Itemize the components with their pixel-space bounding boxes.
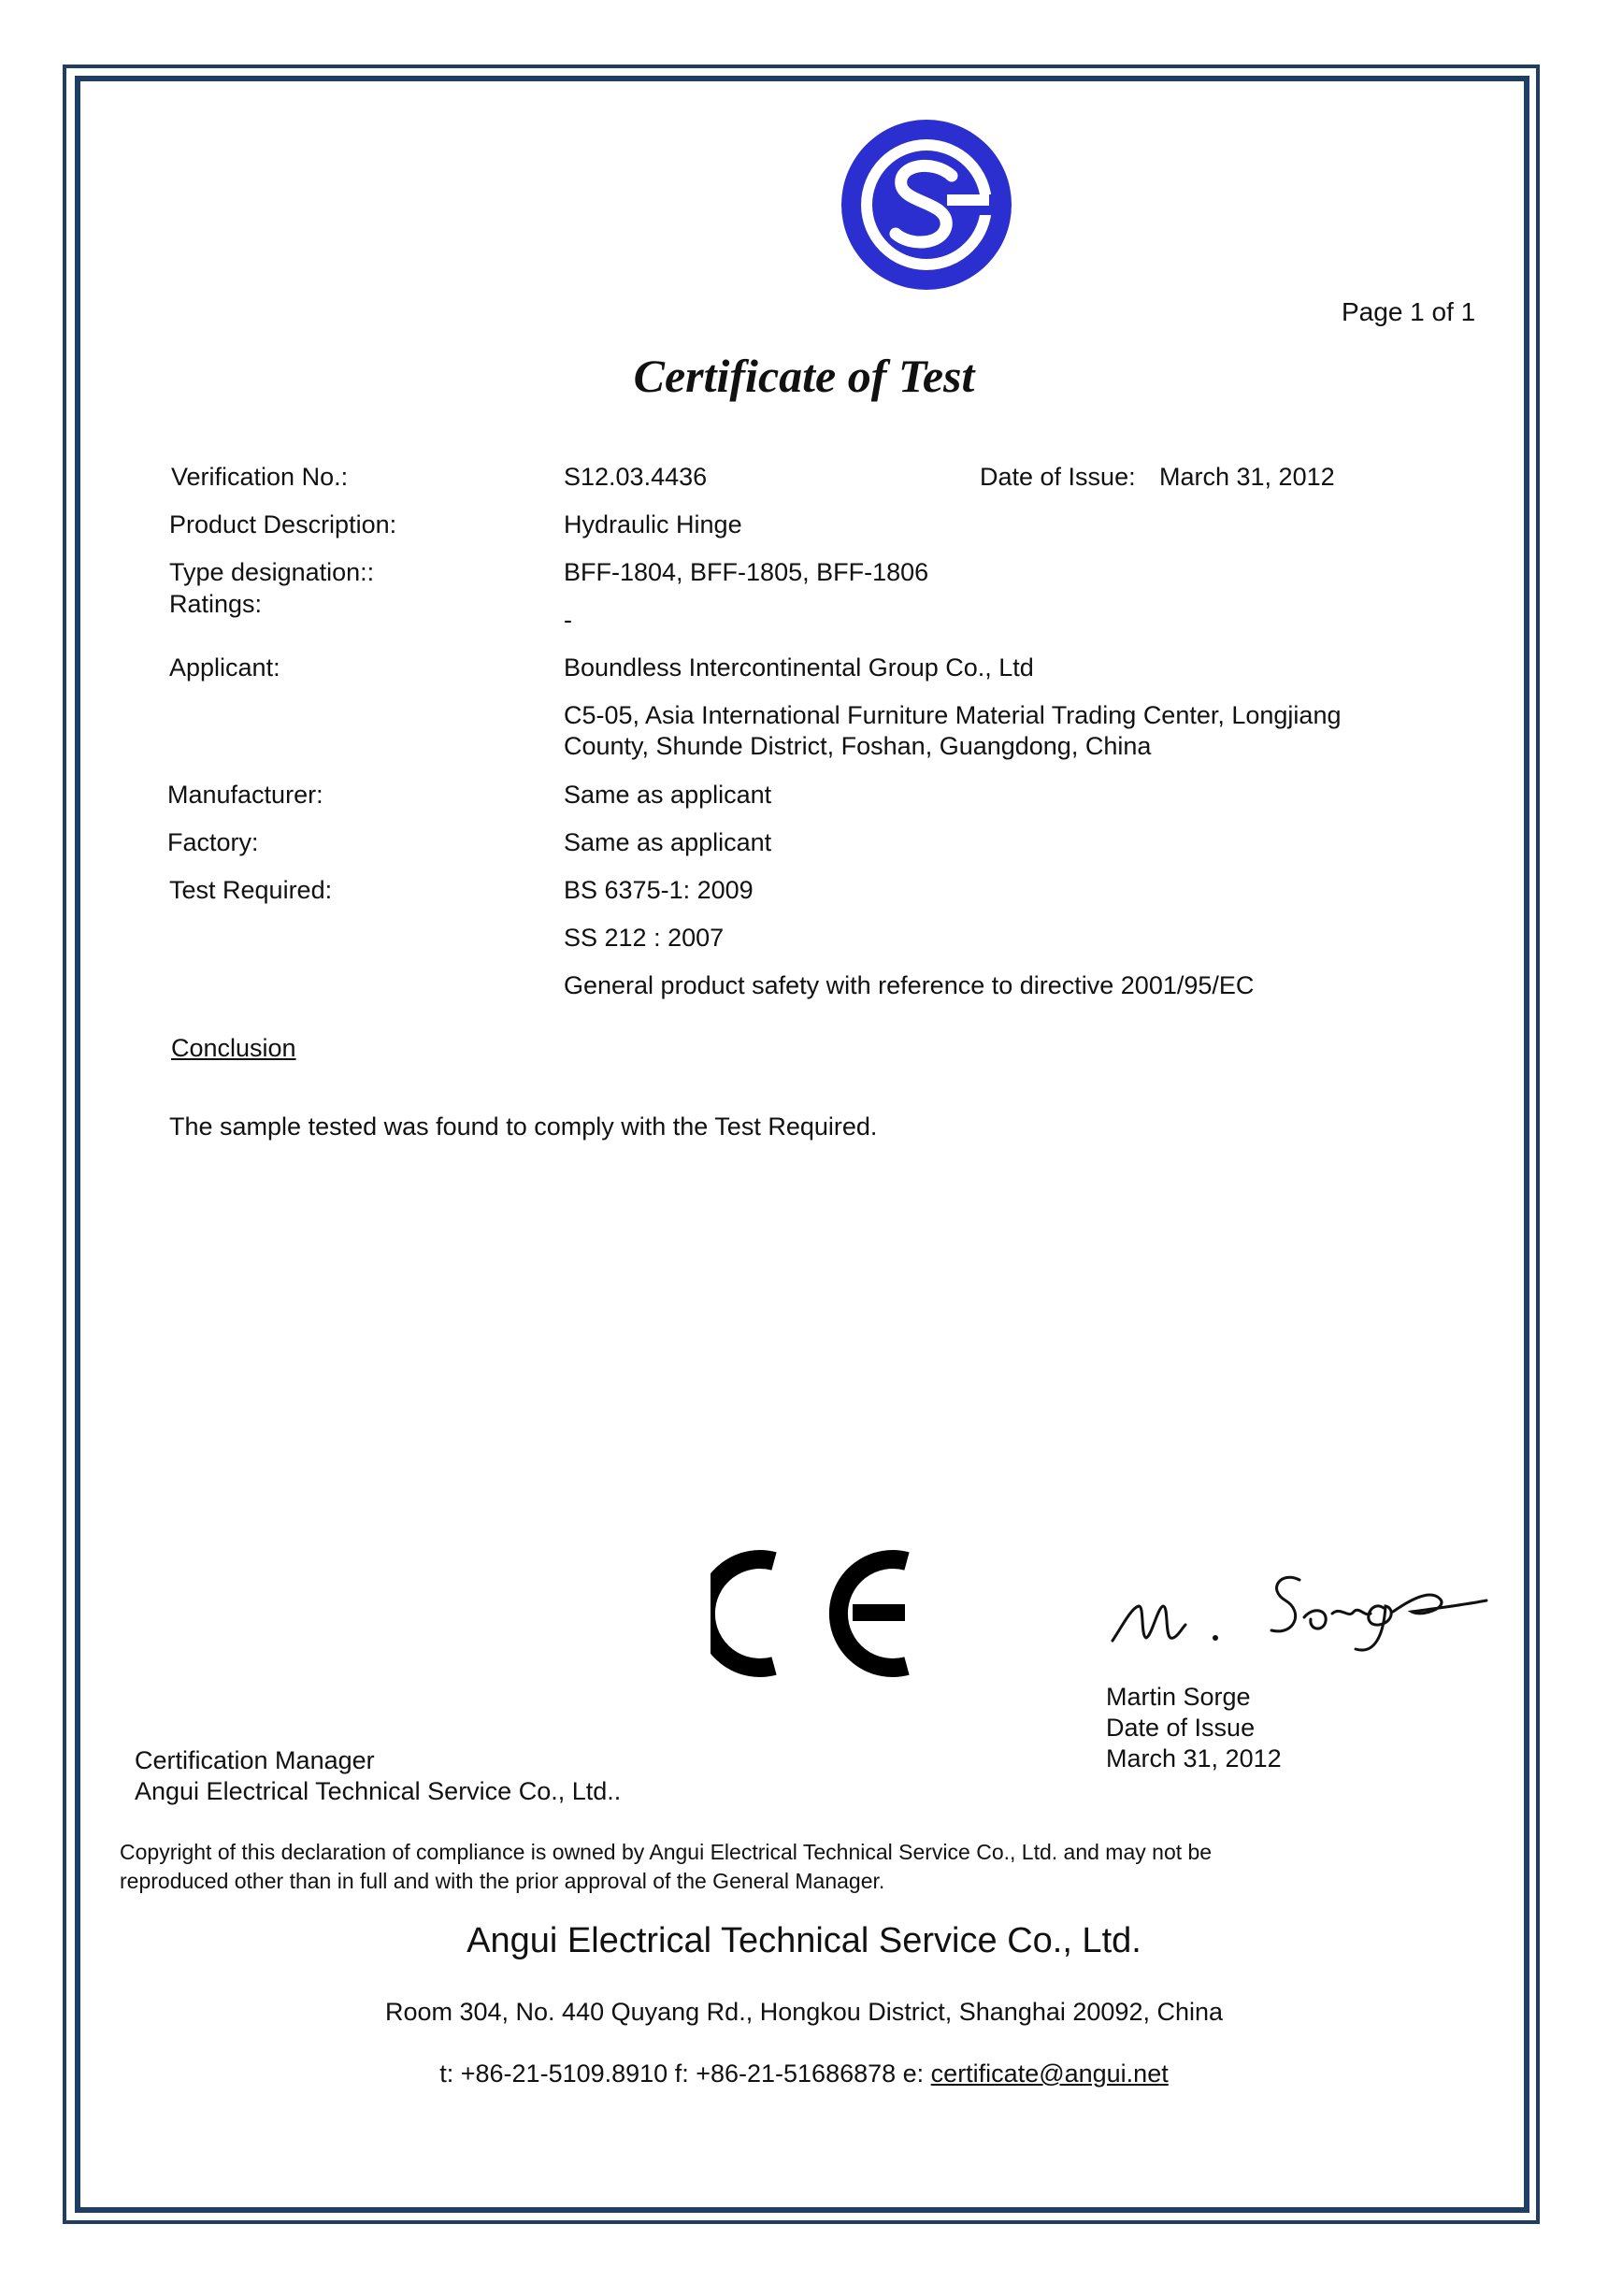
company-logo-icon [840,118,1013,292]
applicant-address-line-1: C5-05, Asia International Furniture Material Trading Center, Longjiang [564,701,1342,729]
test-item: BS 6375-1: 2009 [564,876,754,904]
test-item: General product safety with reference to directive 2001/95/EC [564,971,1255,999]
manager-title: Certification Manager [135,1746,375,1774]
applicant-value: Boundless Intercontinental Group Co., Ltd [564,653,1034,682]
signatory-date: March 31, 2012 [1106,1744,1282,1772]
manufacturer-value: Same as applicant [564,781,772,809]
date-issue-label: Date of Issue: [980,463,1136,491]
page-number: Page 1 of 1 [1342,297,1476,326]
product-value: Hydraulic Hinge [564,510,742,538]
ratings-label: Ratings: [169,590,263,618]
product-label: Product Description: [169,510,397,538]
footer-contact [0,2059,1608,2088]
test-required-label: Test Required: [169,876,333,904]
type-value: BFF-1804, BFF-1805, BFF-1806 [564,558,929,586]
copyright-notice [120,1838,1429,1896]
ce-mark-icon [711,1543,916,1683]
certificate-title: Certificate of Test [633,350,975,402]
signatory-date-label: Date of Issue [1106,1714,1256,1742]
factory-label: Factory: [167,828,259,856]
conclusion-heading: Conclusion [171,1034,296,1062]
manager-company: Angui Electrical Technical Service Co., Ltd.. [135,1777,622,1805]
verification-label: Verification No.: [171,463,349,491]
footer-address: Room 304, No. 440 Quyang Rd., Hongkou District, Shanghai 20092, China [384,1998,1224,2026]
ratings-value: - [564,606,572,634]
footer-company: Angui Electrical Technical Service Co., Ltd. [467,1921,1141,1960]
factory-value: Same as applicant [564,828,772,856]
signature-image [1103,1552,1496,1664]
copyright-line: Copyright of this declaration of compliance is owned by Angui Electrical Technical Service Co., Ltd. and may not be [120,1840,1213,1864]
footer-email-link[interactable]: certificate@angui.net [930,2059,1169,2088]
footer-phone-fax: t: +86-21-5109.8910 f: +86-21-51686878 e: [439,2059,931,2088]
date-issue-value: March 31, 2012 [1159,463,1335,491]
manufacturer-label: Manufacturer: [167,781,323,809]
conclusion-text: The sample tested was found to comply with the Test Required. [169,1112,878,1141]
verification-value: S12.03.4436 [564,463,708,491]
applicant-address-line-2: County, Shunde District, Foshan, Guangdong, China [564,732,1152,760]
signatory-name: Martin Sorge [1106,1683,1251,1711]
copyright-line: reproduced other than in full and with the prior approval of the General Manager. [120,1869,885,1893]
type-label: Type designation:: [169,558,375,586]
test-item: SS 212 : 2007 [564,924,725,952]
applicant-label: Applicant: [169,653,280,682]
